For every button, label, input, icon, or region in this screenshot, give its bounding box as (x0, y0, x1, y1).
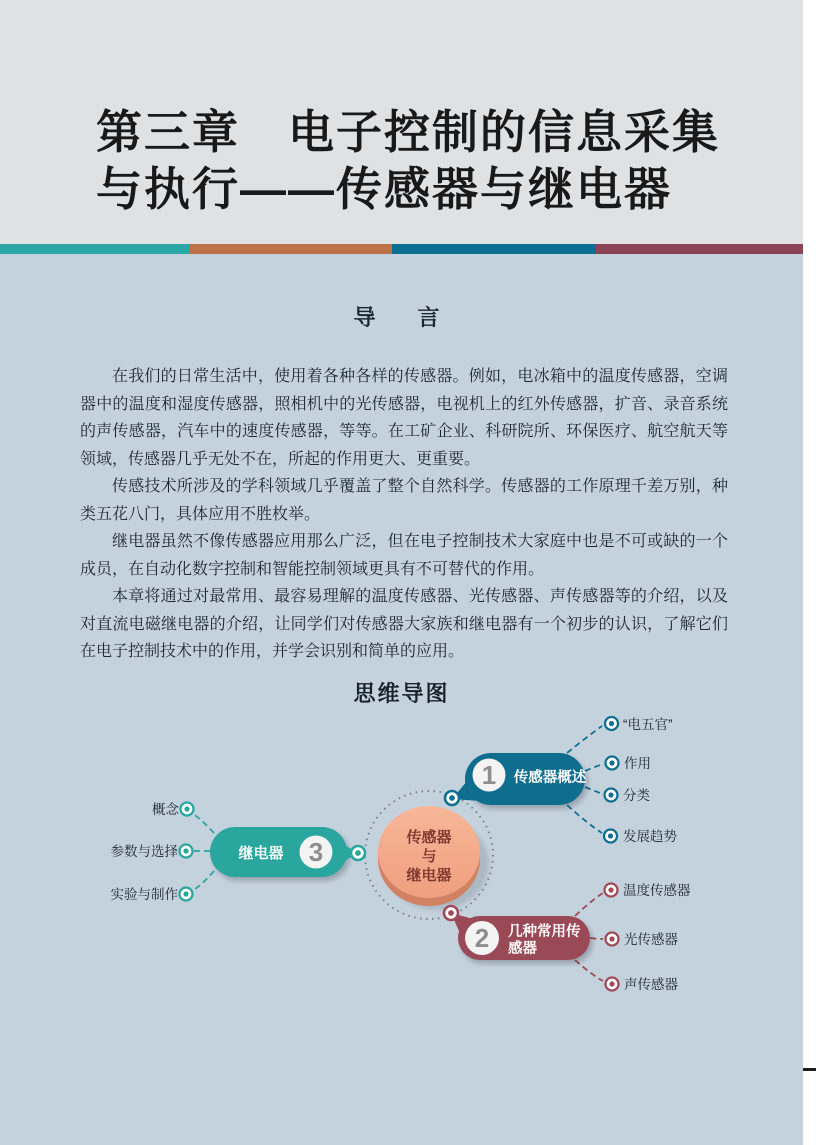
bar-segment-teal (0, 244, 190, 254)
chapter-title-line1: 第三章 电子控制的信息采集 (96, 106, 720, 158)
node-2-number: 2 (474, 923, 490, 953)
node-1-connector (567, 805, 602, 833)
branch-ring-icon (180, 845, 193, 858)
chapter-title-line2: 与执行——传感器与继电器 (96, 163, 672, 215)
node-1-connector (567, 726, 602, 753)
node-3-connector (192, 813, 214, 833)
intro-paragraph: 在我们的日常生活中，使用着各种各样的传感器。例如，电冰箱中的温度传感器，空调器中的温度和湿度传感器，照相机中的光传感器，电视机上的红外传感器，扩音、录音系统的声传感器，汽车中的速度传感器，等等。在工矿企业、科研院所、环保医疗、航空航天等领域，传感器几乎无处不在，所起的作用更大、更重要。 (80, 368, 728, 468)
node-2-group (444, 882, 691, 992)
node-3-connector (192, 871, 214, 891)
branch-ring-icon (605, 717, 618, 730)
node-3-orbit-ring-icon (351, 846, 365, 860)
branch-ring-icon (606, 757, 619, 770)
central-topic-line3: 继电器 (406, 867, 452, 884)
branch-label: “电五官” (623, 717, 673, 732)
branch-ring-icon (606, 978, 619, 991)
node-2-label-line2: 感器 (508, 941, 537, 957)
branch-ring-icon (180, 888, 193, 901)
mindmap-heading: 思维导图 (353, 681, 450, 706)
bar-segment-maroon (596, 244, 803, 254)
branch-ring-icon (181, 803, 194, 816)
branch-label: 声传感器 (624, 977, 678, 992)
bar-segment-blue (392, 244, 596, 254)
mindmap-diagram (0, 700, 803, 1020)
branch-label: 参数与选择 (110, 844, 178, 859)
decorative-color-bar (0, 244, 803, 254)
node-3-number: 3 (308, 837, 324, 867)
branch-ring-icon (605, 884, 618, 897)
intro-paragraph: 传感技术所涉及的学科领域几乎覆盖了整个自然科学。传感器的工作原理千差万别，种类五花八门，具体应用不胜枚举。 (80, 478, 728, 523)
node-3-group (111, 801, 366, 902)
branch-label: 实验与制作 (110, 887, 178, 902)
intro-body (80, 363, 728, 666)
node-1-orbit-ring-icon (445, 791, 459, 805)
node-2-connector (575, 893, 603, 916)
bar-segment-brown (190, 244, 392, 254)
page-edge-mark (803, 1068, 816, 1071)
chapter-header-band (0, 0, 803, 244)
node-1-number: 1 (481, 760, 497, 790)
chapter-title (96, 104, 776, 218)
branch-ring-icon (606, 933, 619, 946)
branch-label: 分类 (623, 788, 650, 803)
node-1-label: 传感器概述 (513, 770, 587, 786)
intro-paragraph: 本章将通过对最常用、最容易理解的温度传感器、光传感器、声传感器等的介绍，以及对直流电磁继电器的介绍，让同学们对传感器大家族和继电器有一个初步的认识，了解它们在电子控制技术中的作用，并学会识别和简单的应用。 (80, 588, 728, 660)
central-topic-line1: 传感器 (406, 829, 452, 846)
branch-label: 发展趋势 (623, 829, 677, 844)
node-2-connector (575, 960, 603, 981)
central-topic (378, 806, 489, 910)
node-1-connector (585, 787, 603, 794)
node-3-label: 继电器 (238, 845, 284, 862)
branch-label: 作用 (624, 756, 651, 771)
central-topic-line2: 与 (421, 848, 437, 865)
page-right-margin (803, 0, 816, 1145)
branch-label: 概念 (152, 802, 179, 817)
branch-ring-icon (604, 830, 617, 843)
branch-label: 温度传感器 (623, 883, 691, 898)
intro-heading: 导 言 (353, 305, 450, 330)
intro-paragraph: 继电器虽然不像传感器应用那么广泛，但在电子控制技术大家庭中也是不可或缺的一个成员，在自动化数字控制和智能控制领域更具有不可替代的作用。 (80, 533, 728, 578)
node-2-label-line1: 几种常用传 (508, 924, 581, 940)
branch-label: 光传感器 (624, 932, 678, 947)
node-2-orbit-ring-icon (444, 906, 458, 920)
node-1-group (445, 716, 677, 844)
node-1-connector (585, 764, 603, 771)
branch-ring-icon (605, 789, 618, 802)
